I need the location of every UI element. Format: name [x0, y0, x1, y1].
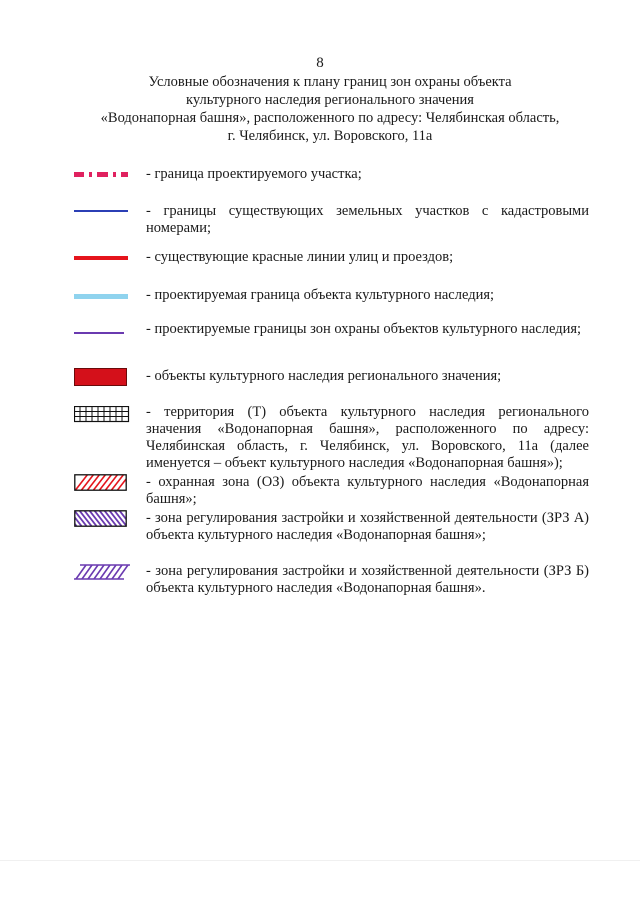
heading-line-2: культурного наследия регионального значения — [186, 92, 474, 108]
legend-text: - объекты культурного наследия регионального значения; — [146, 368, 502, 384]
heading-line-1: Условные обозначения к плану границ зон охраны объекта — [148, 74, 512, 90]
purple-line-icon — [74, 325, 128, 343]
red-filled-rect-icon — [74, 368, 128, 386]
light-blue-line-icon — [74, 287, 128, 305]
legend-text: - проектируемые границы зон охраны объектов культурного наследия; — [146, 321, 582, 337]
legend-heading — [60, 73, 600, 145]
red-line-icon — [74, 249, 128, 267]
purple-diagonal-hatch-dense-icon — [74, 510, 128, 528]
legend-text: - территория (Т) объекта культурного наследия регионального значения «Водонапорная башня», расположенного по адресу: Челябинская область, г. Челябинск, ул. Воровского, 11а (далее именуется – объект культурного наследия «Водонапорная башня»); — [146, 404, 589, 471]
legend-text: - существующие красные линии улиц и проездов; — [146, 249, 454, 265]
heading-line-3: «Водонапорная башня», расположенного по адресу: Челябинская область, — [100, 110, 560, 126]
purple-diagonal-hatch-sparse-icon — [74, 563, 128, 581]
blue-line-icon — [74, 203, 128, 221]
legend-text: - проектируемая граница объекта культурного наследия; — [146, 287, 495, 303]
heading-line-4: г. Челябинск, ул. Воровского, 11а — [227, 128, 433, 144]
page-number: 8 — [316, 55, 324, 71]
legend-text: - охранная зона (ОЗ) объекта культурного наследия «Водонапорная башня»; — [146, 474, 589, 507]
legend-text: - граница проектируемого участка; — [146, 166, 362, 182]
legend-text: - зона регулирования застройки и хозяйственной деятельности (ЗРЗ Б) объекта культурного наследия «Водонапорная башня». — [146, 563, 589, 596]
magenta-dash-dot-line-icon — [74, 166, 128, 184]
page-bottom-edge — [0, 860, 640, 861]
legend-text: - зона регулирования застройки и хозяйственной деятельности (ЗРЗ А) объекта культурного наследия «Водонапорная башня»; — [146, 510, 589, 543]
legend-text: - границы существующих земельных участков с кадастровыми номерами; — [146, 203, 589, 236]
red-diagonal-hatch-icon — [74, 474, 128, 492]
grid-hatched-rect-icon — [74, 406, 128, 424]
